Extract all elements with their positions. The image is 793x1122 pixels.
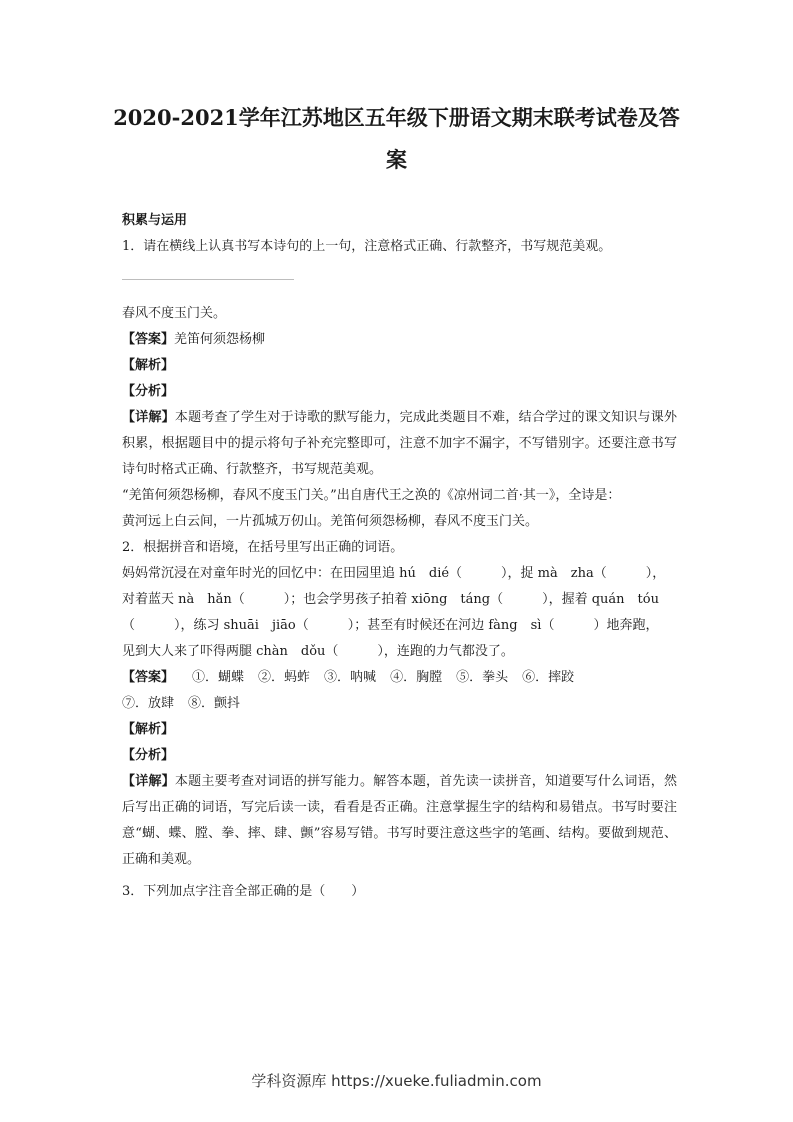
q2-answer-item: ③．呐喊 bbox=[324, 670, 377, 685]
q1-note-line1: “羌笛何须怨杨柳，春风不度玉门关。”出自唐代王之涣的《凉州词二首·其一》，全诗是： bbox=[122, 488, 621, 503]
q2-answer-item: ⑥．摔跤 bbox=[522, 670, 575, 685]
q2-body-line2: 对着蓝天 nà hǎn（ ）；也会学男孩子拍着 xiōng táng（ ），握着 quán tóu bbox=[122, 592, 659, 607]
answer-tag: 【答案】 bbox=[122, 332, 175, 347]
q2-jiexi: 【解析】 bbox=[122, 722, 175, 737]
q1-answer bbox=[122, 327, 677, 353]
q2-fenxi: 【分析】 bbox=[122, 748, 175, 763]
page-title-line1: 2020-2021学年江苏地区五年级下册语文期末联考试卷及答 bbox=[113, 105, 680, 130]
q1-answer-text: 羌笛何须怨杨柳 bbox=[174, 332, 266, 347]
q2-answer-item: ⑤．拳头 bbox=[456, 670, 509, 685]
q2-detail bbox=[122, 769, 677, 873]
q2-answer-item: ⑧．颤抖 bbox=[188, 696, 241, 711]
q1-jiexi: 【解析】 bbox=[122, 358, 175, 373]
q2-answer-item: ①．蝴蝶 bbox=[192, 670, 245, 685]
q1-fenxi: 【分析】 bbox=[122, 384, 175, 399]
q1-given-line: 春风不度玉门关。 bbox=[122, 306, 227, 321]
document-body bbox=[122, 234, 677, 905]
footer-watermark: 学科资源库 https://xueke.fuliadmin.com bbox=[251, 1072, 542, 1090]
q2-body-line3: （ ），练习 shuāi jiāo（ ）；甚至有时候还在河边 fàng sì（ ）地奔跑， bbox=[122, 618, 659, 633]
detail-tag: 【详解】 bbox=[122, 774, 175, 789]
q2-answer-item: ⑦．放肆 bbox=[122, 696, 175, 711]
q2-body-line4: 见到大人来了吓得两腿 chàn dǒu（ ），连跑的力气都没了。 bbox=[122, 644, 514, 659]
q2-answers-line1 bbox=[122, 665, 677, 691]
section-heading: 积累与运用 bbox=[122, 213, 188, 228]
q2-answers-line2 bbox=[122, 691, 677, 717]
answer-tag: 【答案】 bbox=[122, 670, 175, 685]
q2-body-line1: 妈妈常沉浸在对童年时光的回忆中：在田园里追 hú dié（ ），捉 mà zha（ ）， bbox=[122, 566, 666, 581]
q1-detail bbox=[122, 405, 677, 483]
q1-prompt: 1．请在横线上认真书写本诗句的上一句，注意格式正确、行款整齐，书写规范美观。 bbox=[122, 239, 612, 254]
q2-detail-text: 本题主要考查对词语的拼写能力。解答本题，首先读一读拼音，知道要写什么词语，然后写出正确的词语，写完后读一读，看看是否正确。注意掌握生字的结构和易错点。书写时要注意“蝴、蝶、膛、拳、摔、肆、颤”容易写错。书写时要注意这些字的笔画、结构。要做到规范、正确和美观。 bbox=[122, 774, 677, 867]
q2-answer-item: ②．蚂蚱 bbox=[258, 670, 311, 685]
q3-prompt: 3．下列加点字注音全部正确的是（ ） bbox=[122, 884, 365, 899]
q1-answer-blank-line bbox=[122, 279, 294, 280]
detail-tag: 【详解】 bbox=[122, 410, 175, 425]
q1-detail-text: 本题考查了学生对于诗歌的默写能力，完成此类题目不难，结合学过的课文知识与课外积累，根据题目中的提示将句子补充完整即可，注意不加字不漏字，不写错别字。还要注意书写诗句时格式正确、行款整齐，书写规范美观。 bbox=[122, 410, 677, 477]
q1-note-line2: 黄河远上白云间，一片孤城万仞山。羌笛何须怨杨柳，春风不度玉门关。 bbox=[122, 514, 539, 529]
q2-prompt: 2．根据拼音和语境，在括号里写出正确的词语。 bbox=[122, 540, 404, 555]
q2-answer-item: ④．胸膛 bbox=[390, 670, 443, 685]
page-title-line2: 案 bbox=[386, 147, 407, 172]
